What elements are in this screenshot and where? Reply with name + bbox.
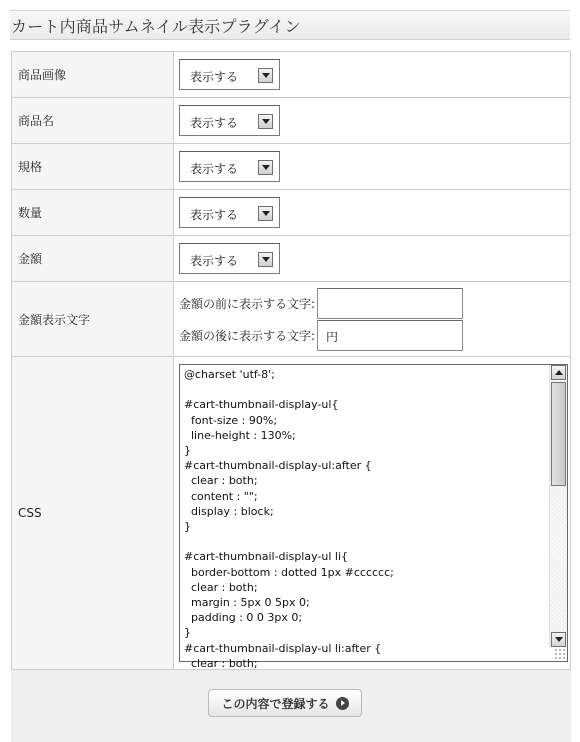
textarea-scrollbar[interactable] [549, 365, 567, 647]
row-label: 商品画像 [12, 52, 174, 98]
row-label: 金額表示文字 [12, 282, 174, 357]
select-value: 表示する [190, 208, 239, 222]
form-row-product-name [12, 98, 571, 144]
submit-button-label: この内容で登録する [221, 696, 330, 711]
scroll-up-icon[interactable] [551, 365, 566, 380]
quantity-select[interactable] [179, 197, 280, 228]
form-row-price-text [12, 282, 571, 357]
select-value: 表示する [190, 254, 239, 268]
product-name-select[interactable] [179, 105, 280, 136]
chevron-down-icon[interactable] [258, 68, 273, 83]
resize-grip-icon[interactable] [554, 648, 566, 660]
price-before-label: 金額の前に表示する文字: [179, 296, 316, 311]
product-image-select[interactable] [179, 59, 280, 90]
form-row-quantity [12, 190, 571, 236]
price-before-line [179, 287, 570, 319]
form-footer [11, 670, 571, 742]
price-after-label: 金額の後に表示する文字: [179, 328, 316, 343]
price-before-input[interactable] [317, 288, 463, 319]
form-row-spec [12, 144, 571, 190]
chevron-down-icon[interactable] [258, 114, 273, 129]
css-textarea[interactable] [179, 364, 568, 670]
price-after-input[interactable]: 円 [317, 320, 463, 351]
title-bar [10, 10, 570, 40]
chevron-down-icon[interactable] [258, 160, 273, 175]
page-title: カート内商品サムネイル表示プラグイン [11, 17, 301, 36]
css-content[interactable]: @charset 'utf-8'; #cart-thumbnail-display-ul{ font-size : 90%; line-height : 130%; } #cart-thumbnail-display-ul:after { clear : both; content : ""; display : block; } #cart-thumbnail-display-ul li{ border-bottom : dotted 1px #cccccc; clear : both; margin : 5px 0 5px 0; padding : 0 0 3px 0; } #cart-thumbnail-display-ul li:after { clear : both; [184, 368, 394, 670]
scroll-thumb[interactable] [551, 382, 566, 486]
select-value: 表示する [190, 116, 239, 130]
form-row-css [12, 357, 571, 670]
row-label: 数量 [12, 190, 174, 236]
submit-button[interactable] [208, 689, 362, 717]
price-select[interactable] [179, 243, 280, 274]
price-after-line [179, 319, 570, 351]
scroll-down-icon[interactable] [551, 632, 566, 647]
form-row-price [12, 236, 571, 282]
chevron-down-icon[interactable] [258, 252, 273, 267]
row-label: 商品名 [12, 98, 174, 144]
row-label: 金額 [12, 236, 174, 282]
row-label: CSS [12, 357, 174, 670]
row-label: 規格 [12, 144, 174, 190]
spec-select[interactable] [179, 151, 280, 182]
select-value: 表示する [190, 162, 239, 176]
chevron-down-icon[interactable] [258, 206, 273, 221]
arrow-right-circle-icon [336, 697, 349, 710]
form-row-product-image [12, 52, 571, 98]
settings-form-table [11, 51, 571, 670]
select-value: 表示する [190, 70, 239, 84]
